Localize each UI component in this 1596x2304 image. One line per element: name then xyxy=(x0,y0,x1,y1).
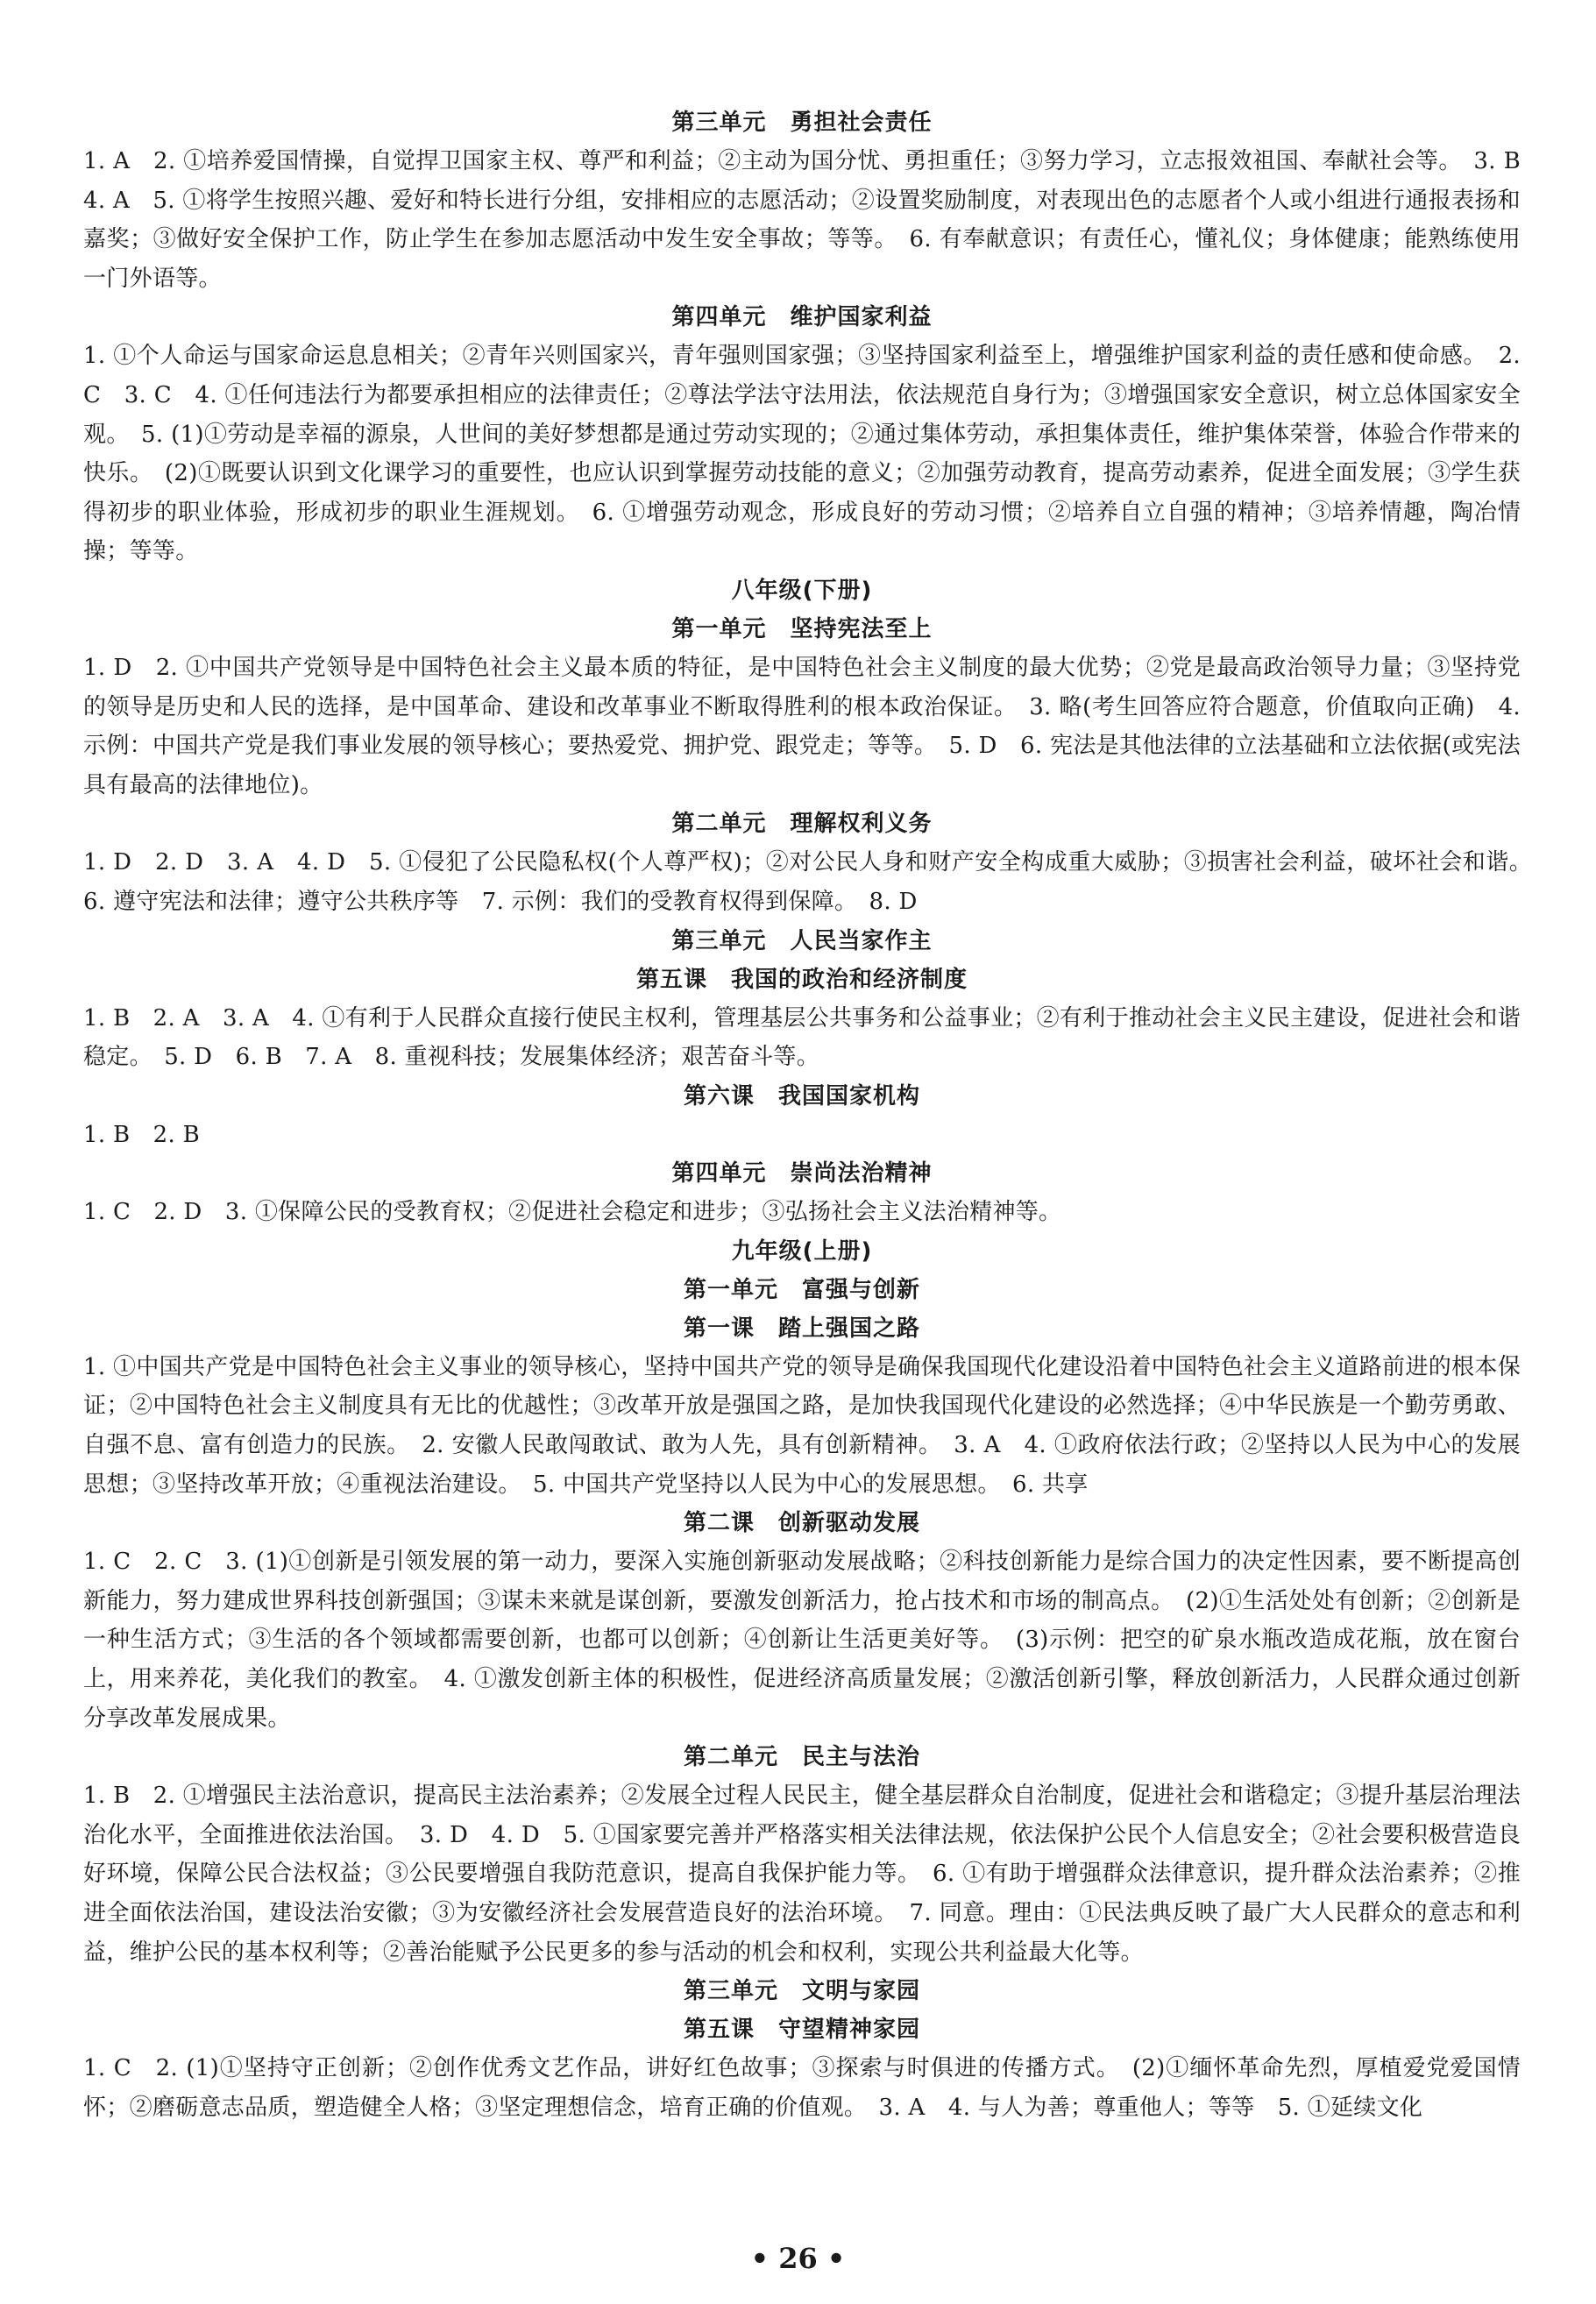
section-heading: 第三单元 文明与家园 xyxy=(683,1978,920,2005)
answer-content xyxy=(83,103,1544,2127)
lesson-heading: 第二课 创新驱动发展 xyxy=(683,1510,920,1537)
section-heading: 第一单元 富强与创新 xyxy=(683,1276,920,1303)
grade-heading: 八年级(下册) xyxy=(731,577,873,604)
answer-paragraph: 1. A 2. ①培养爱国情操，自觉捍卫国家主权、尊严和利益；②主动为国分忧、勇担重任；③努力学习，立志报效祖国、奉献社会等。 3. B 4. A 5. ①将学生按照兴趣、爱好和特长进行分组，安排相应的志愿活动；②设置奖励制度，对表现出色的志愿者个人或小组进行通报表扬和嘉奖；③做好安全保护工作，防止学生在参加志愿活动中发生安全事故；等等。 6. 有奉献意识；有责任心，懂礼仪；身体健康；能熟练使用一门外语等。 xyxy=(83,148,1544,292)
section-heading: 第四单元 崇尚法治精神 xyxy=(671,1160,933,1187)
answer-paragraph: 1. C 2. C 3. (1)①创新是引领发展的第一动力，要深入实施创新驱动发展战略；②科技创新能力是综合国力的决定性因素，要不断提高创新能力，努力建成世界科技创新强国；③谋未来就是谋创新，要激发创新活力，抢占技术和市场的制高点。 (2)①生活处处有创新；②创新是一种生活方式；③生活的各个领域都需要创新，也都可以创新；④创新让生活更美好等。 (3)示例：把空的矿泉水瓶改造成花瓶，放在窗台上，用来养花，美化我们的教室。 4. ①激发创新主体的积极性，促进经济高质量发展；②激活创新引擎，释放创新活力，人民群众通过创新分享改革发展成果。 xyxy=(83,1549,1521,1732)
page-number: • 26 • xyxy=(750,2242,846,2275)
answer-paragraph: 1. B 2. A 3. A 4. ①有利于人民群众直接行使民主权利，管理基层公共事务和公益事业；②有利于推动社会主义民主建设，促进社会和谐稳定。 5. D 6. B 7. A 8. 重视科技；发展集体经济；艰苦奋斗等。 xyxy=(83,1004,1521,1071)
section-heading: 第二单元 民主与法治 xyxy=(683,1744,920,1771)
answer-paragraph: 1. C 2. D 3. ①保障公民的受教育权；②促进社会稳定和进步；③弘扬社会主义法治精神等。 xyxy=(83,1199,1062,1226)
answer-paragraph: 1. D 2. ①中国共产党领导是中国特色社会主义最本质的特征，是中国特色社会主义制度的最大优势；②党是最高政治领导力量；③坚持党的领导是历史和人民的选择，是中国革命、建设和改革事业不断取得胜利的根本政治保证。 3. 略(考生回答应符合题意，价值取向正确) 4. 示例：中国共产党是我们事业发展的领导核心；要热爱党、拥护党、跟党走；等等。 5. D 6. 宪法是其他法律的立法基础和立法依据(或宪法具有最高的法律地位)。 xyxy=(83,654,1521,798)
lesson-heading: 第五课 守望精神家园 xyxy=(683,2017,920,2044)
answer-paragraph: 1. D 2. D 3. A 4. D 5. ①侵犯了公民隐私权(个人尊严权)；②对公民人身和财产安全构成重大威胁；③损害社会利益，破坏社会和谐。 6. 遵守宪法和法律；遵守公共秩序等 7. 示例：我们的受教育权得到保障。 8. D xyxy=(83,849,1544,915)
section-heading: 第四单元 维护国家利益 xyxy=(671,304,933,331)
section-heading: 第三单元 人民当家作主 xyxy=(671,927,933,954)
answer-paragraph: 1. ①中国共产党是中国特色社会主义事业的领导核心，坚持中国共产党的领导是确保我国现代化建设沿着中国特色社会主义道路前进的根本保证；②中国特色社会主义制度具有无比的优越性；③改革开放是强国之路，是加快我国现代化建设的必然选择；④中华民族是一个勤劳勇敢、自强不息、富有创造力的民族。 2. 安徽人民敢闯敢试、敢为人先，具有创新精神。 3. A 4. ①政府依法行政；②坚持以人民为中心的发展思想；③坚持改革开放；④重视法治建设。 5. 中国共产党坚持以人民为中心的发展思想。 6. 共享 xyxy=(83,1353,1521,1498)
grade-heading: 九年级(上册) xyxy=(731,1237,873,1265)
lesson-heading: 第六课 我国国家机构 xyxy=(683,1082,920,1109)
lesson-heading: 第五课 我国的政治和经济制度 xyxy=(635,966,968,993)
section-heading: 第二单元 理解权利义务 xyxy=(671,811,933,838)
answer-paragraph: 1. B 2. ①增强民主法治意识，提高民主法治素养；②发展全过程人民民主，健全基层群众自治制度，促进社会和谐稳定；③提升基层治理法治化水平，全面推进依法治国。 3. D 4. D 5. ①国家要完善并严格落实相关法律法规，依法保护公民个人信息安全；②社会要积极营造良好环境，保障公民合法权益；③公民要增强自我防范意识，提高自我保护能力等。 6. ①有助于增强群众法律意识，提升群众法治素养；②推进全面依法治国，建设法治安徽；③为安徽经济社会发展营造良好的法治环境。 7. 同意。理由：①民法典反映了最广大人民群众的意志和利益，维护公民的基本权利等；②善治能赋予公民更多的参与活动的机会和权利，实现公共利益最大化等。 xyxy=(83,1783,1521,1966)
answer-paragraph: 1. B 2. B xyxy=(83,1121,201,1148)
section-heading: 第一单元 坚持宪法至上 xyxy=(671,615,933,642)
lesson-heading: 第一课 踏上强国之路 xyxy=(683,1315,920,1342)
answer-paragraph: 1. C 2. (1)①坚持守正创新；②创作优秀文艺作品，讲好红色故事；③探索与时俱进的传播方式。 (2)①缅怀革命先烈，厚植爱党爱国情怀；②磨砺意志品质，塑造健全人格；③坚定理想信念，培育正确的价值观。 3. A 4. 与人为善；尊重他人；等等 5. ①延续文化 xyxy=(83,2055,1521,2121)
answer-paragraph: 1. ①个人命运与国家命运息息相关；②青年兴则国家兴，青年强则国家强；③坚持国家利益至上，增强维护国家利益的责任感和使命感。 2. C 3. C 4. ①任何违法行为都要承担相应的法律责任；②尊法学法守法用法，依法规范自身行为；③增强国家安全意识，树立总体国家安全观。 5. (1)①劳动是幸福的源泉，人世间的美好梦想都是通过劳动实现的；②通过集体劳动，承担集体责任，维护集体荣誉，体验合作带来的快乐。 (2)①既要认识到文化课学习的重要性，也应认识到掌握劳动技能的意义；②加强劳动教育，提高劳动素养，促进全面发展；③学生获得初步的职业体验，形成初步的职业生涯规划。 6. ①增强劳动观念，形成良好的劳动习惯；②培养自立自强的精神；③培养情趣，陶冶情操；等等。 xyxy=(83,343,1521,565)
section-heading: 第三单元 勇担社会责任 xyxy=(671,110,933,136)
